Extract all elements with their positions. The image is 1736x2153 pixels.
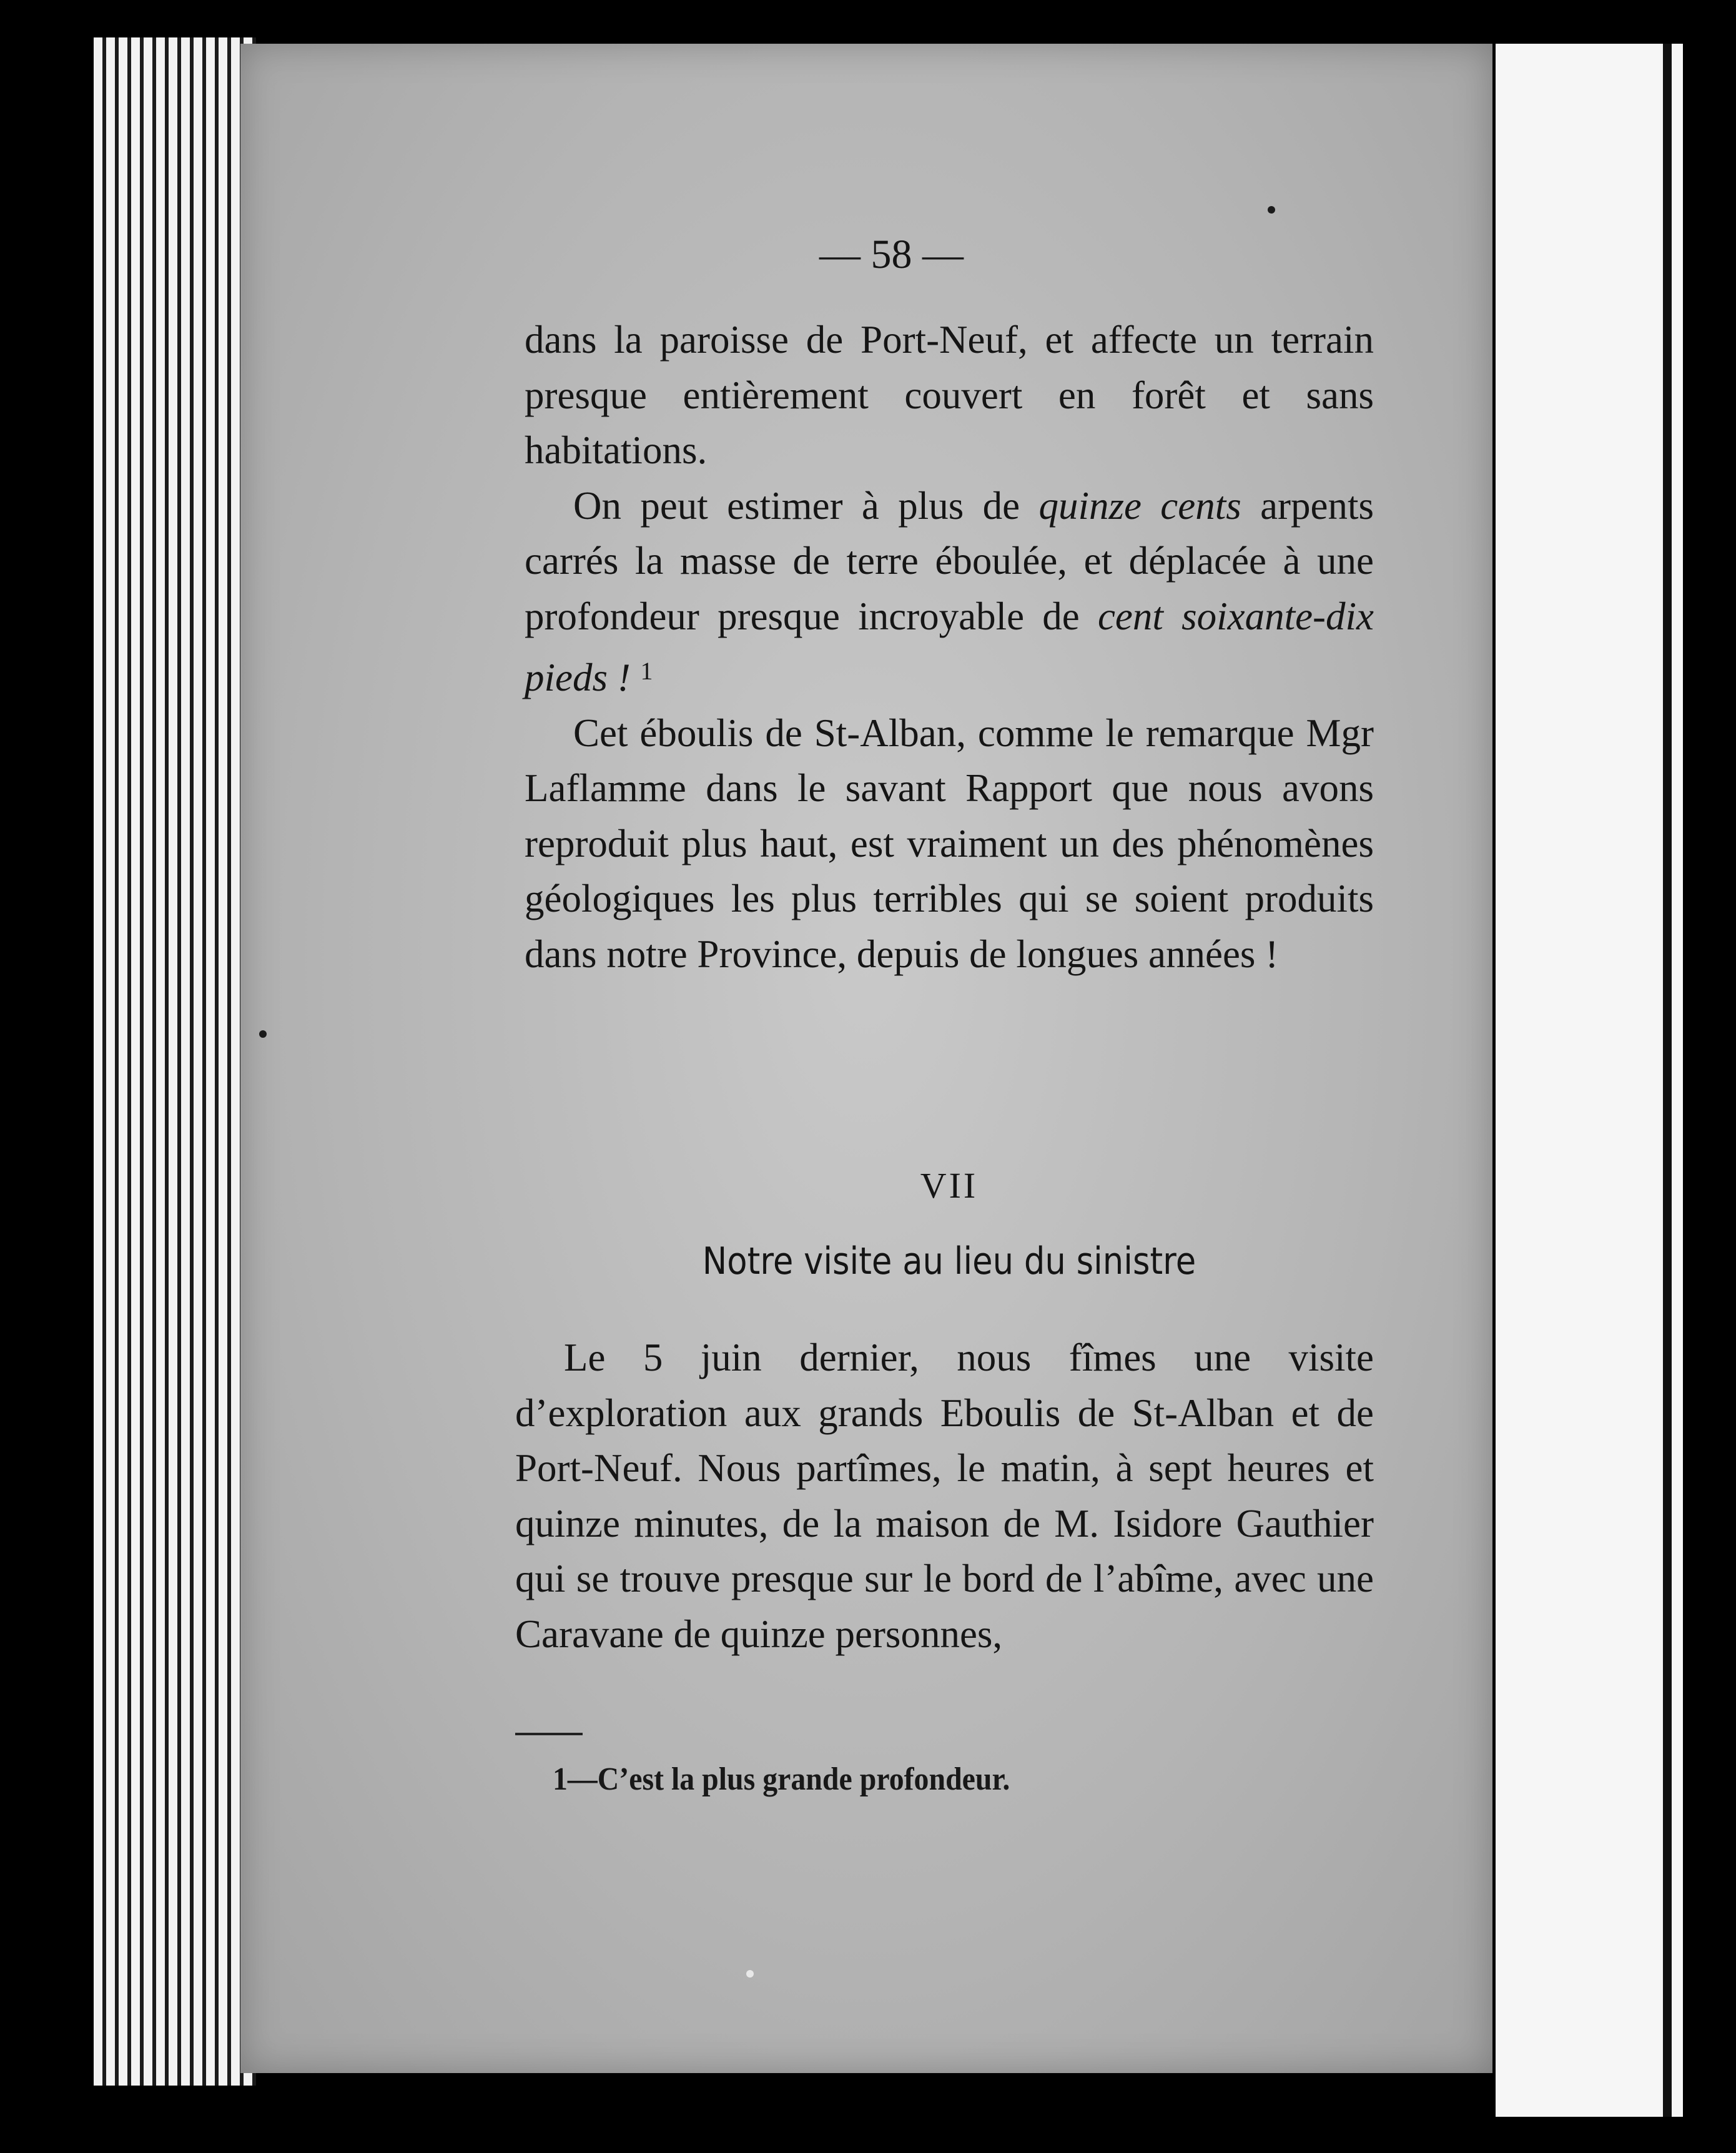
paragraph-4: Le 5 juin dernier, nous fîmes une visite d’exploration aux grands Eboulis de St-Alban et de Port-Neuf. Nous partîmes, le matin, à sept heures et quinze minutes, de la maison de M. Isidore Gauthier qui se trouve presque sur le bord de l’abîme, avec une Caravane de quinze personnes, bbox=[515, 1336, 1374, 1656]
paragraph-1: dans la paroisse de Port-Neuf, et affecte un terrain presque entièrement couvert en forêt et sans habitations. bbox=[525, 318, 1374, 472]
paragraph-3: Cet éboulis de St-Alban, comme le remarque Mgr Laflamme dans le savant Rapport que nous avons reproduit plus haut, est vraiment un des phénomènes géologiques les plus terribles qui se soient produits dans notre Province, depuis de longues années ! bbox=[525, 711, 1374, 976]
scan-speck bbox=[259, 1030, 267, 1038]
paragraph-2 bbox=[525, 478, 1374, 706]
scanned-page bbox=[240, 44, 1492, 2073]
facing-page-rule bbox=[1663, 44, 1672, 2117]
footnote-ref: 1 bbox=[640, 657, 653, 685]
footnote: 1—C’est la plus grande profondeur. bbox=[553, 1761, 1010, 1797]
paragraph-2-italic-1: quinze cents bbox=[1038, 483, 1241, 528]
body-text-bottom bbox=[515, 1330, 1374, 1662]
scan-speck bbox=[1268, 206, 1275, 214]
paragraph-2-middle: arpents carrés la masse de terre éboulée, et déplacée à une profondeur presque incroyable de bbox=[525, 483, 1374, 638]
section-title: Notre visite au lieu du sinistre bbox=[702, 1239, 1196, 1283]
page-edges bbox=[94, 37, 256, 2086]
scan-speck bbox=[746, 1970, 754, 1978]
section-number: VII bbox=[920, 1165, 979, 1206]
paragraph-2-before: On peut estimer à plus de bbox=[573, 483, 1039, 528]
body-text-top bbox=[525, 312, 1374, 982]
page-number: — 58 — bbox=[819, 232, 964, 277]
paragraph-2-italic-2: cent soixante-dix pieds ! bbox=[525, 594, 1374, 699]
facing-page bbox=[1496, 44, 1683, 2117]
footnote-rule bbox=[515, 1733, 583, 1735]
